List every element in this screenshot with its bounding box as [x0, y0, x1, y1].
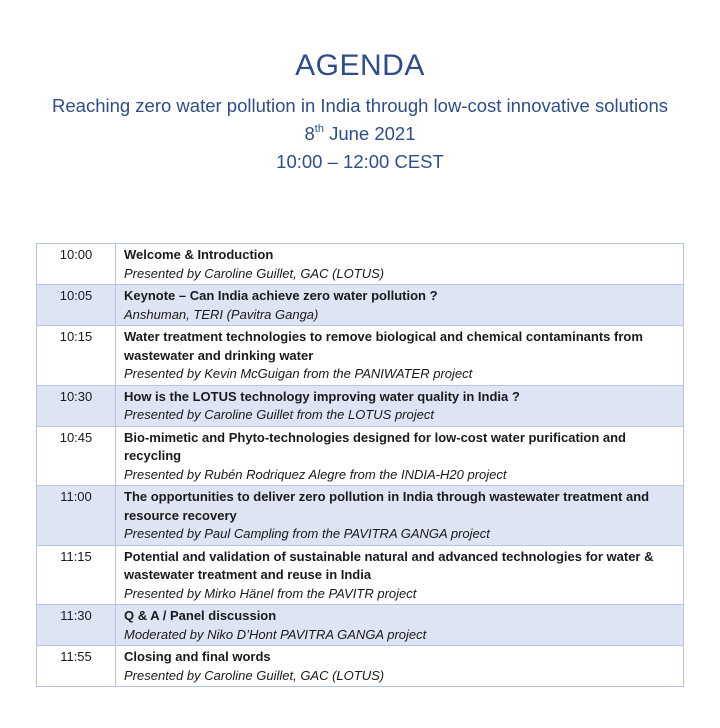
agenda-time: 11:30 [37, 605, 116, 646]
date-suffix: th [314, 122, 324, 135]
agenda-presenter: Presented by Paul Campling from the PAVITRA GANGA project [124, 526, 490, 541]
agenda-row [37, 326, 684, 386]
agenda-row [37, 545, 684, 605]
agenda-presenter: Presented by Caroline Guillet, GAC (LOTUS) [124, 667, 385, 683]
agenda-row [37, 244, 684, 285]
date-day: 8 [304, 123, 315, 144]
agenda-topic: How is the LOTUS technology improving water quality in India ? [124, 388, 520, 404]
agenda-item [116, 426, 684, 486]
agenda-item [116, 385, 684, 426]
agenda-table [36, 243, 684, 687]
agenda-presenter: Moderated by Niko D’Hont PAVITRA GANGA project [124, 626, 427, 642]
agenda-topic: Closing and final words [124, 649, 271, 664]
agenda-time: 11:55 [37, 646, 116, 687]
agenda-time: 11:00 [37, 486, 116, 546]
agenda-item [116, 605, 684, 646]
agenda-item [116, 486, 684, 546]
agenda-time: 11:15 [37, 545, 116, 605]
agenda-presenter: Presented by Caroline Guillet, GAC (LOTUS) [124, 265, 385, 281]
event-subtitle: Reaching zero water pollution in India through low-cost innovative solutions [52, 95, 668, 116]
agenda-item [116, 326, 684, 386]
agenda-topic: Welcome & Introduction [124, 247, 274, 262]
agenda-item [116, 244, 684, 285]
agenda-header [0, 44, 720, 176]
agenda-topic: Water treatment technologies to remove biological and chemical contaminants from wastewater and drinking water [124, 329, 643, 363]
agenda-row [37, 385, 684, 426]
agenda-item [116, 646, 684, 687]
page-title: AGENDA [295, 49, 425, 82]
agenda-topic: Bio-mimetic and Phyto-technologies designed for low-cost water purification and recycling [124, 429, 626, 463]
agenda-row [37, 285, 684, 326]
agenda-item [116, 285, 684, 326]
agenda-item [116, 545, 684, 605]
agenda-topic: Potential and validation of sustainable natural and advanced technologies for water & wastewater treatment and reuse in India [124, 548, 654, 582]
date-month-year: June 2021 [323, 123, 416, 144]
agenda-topic: The opportunities to deliver zero pollution in India through wastewater treatment and resource recovery [124, 489, 650, 523]
agenda-time: 10:15 [37, 326, 116, 386]
agenda-row [37, 426, 684, 486]
agenda-row [37, 605, 684, 646]
agenda-presenter: Anshuman, TERI (Pavitra Ganga) [124, 306, 319, 322]
agenda-topic: Q & A / Panel discussion [124, 608, 277, 623]
event-time-range: 10:00 – 12:00 CEST [276, 151, 444, 172]
agenda-row [37, 486, 684, 546]
agenda-time: 10:05 [37, 285, 116, 326]
agenda-presenter: Presented by Caroline Guillet from the LOTUS project [124, 407, 434, 422]
event-date [0, 120, 720, 148]
agenda-time: 10:45 [37, 426, 116, 486]
agenda-presenter: Presented by Mirko Hänel from the PAVITR project [124, 585, 417, 601]
agenda-time: 10:00 [37, 244, 116, 285]
agenda-time: 10:30 [37, 385, 116, 426]
agenda-topic: Keynote – Can India achieve zero water pollution ? [124, 288, 438, 303]
agenda-row [37, 646, 684, 687]
agenda-presenter: Presented by Rubén Rodriquez Alegre from the INDIA-H20 project [124, 466, 507, 482]
agenda-presenter: Presented by Kevin McGuigan from the PANIWATER project [124, 366, 473, 381]
